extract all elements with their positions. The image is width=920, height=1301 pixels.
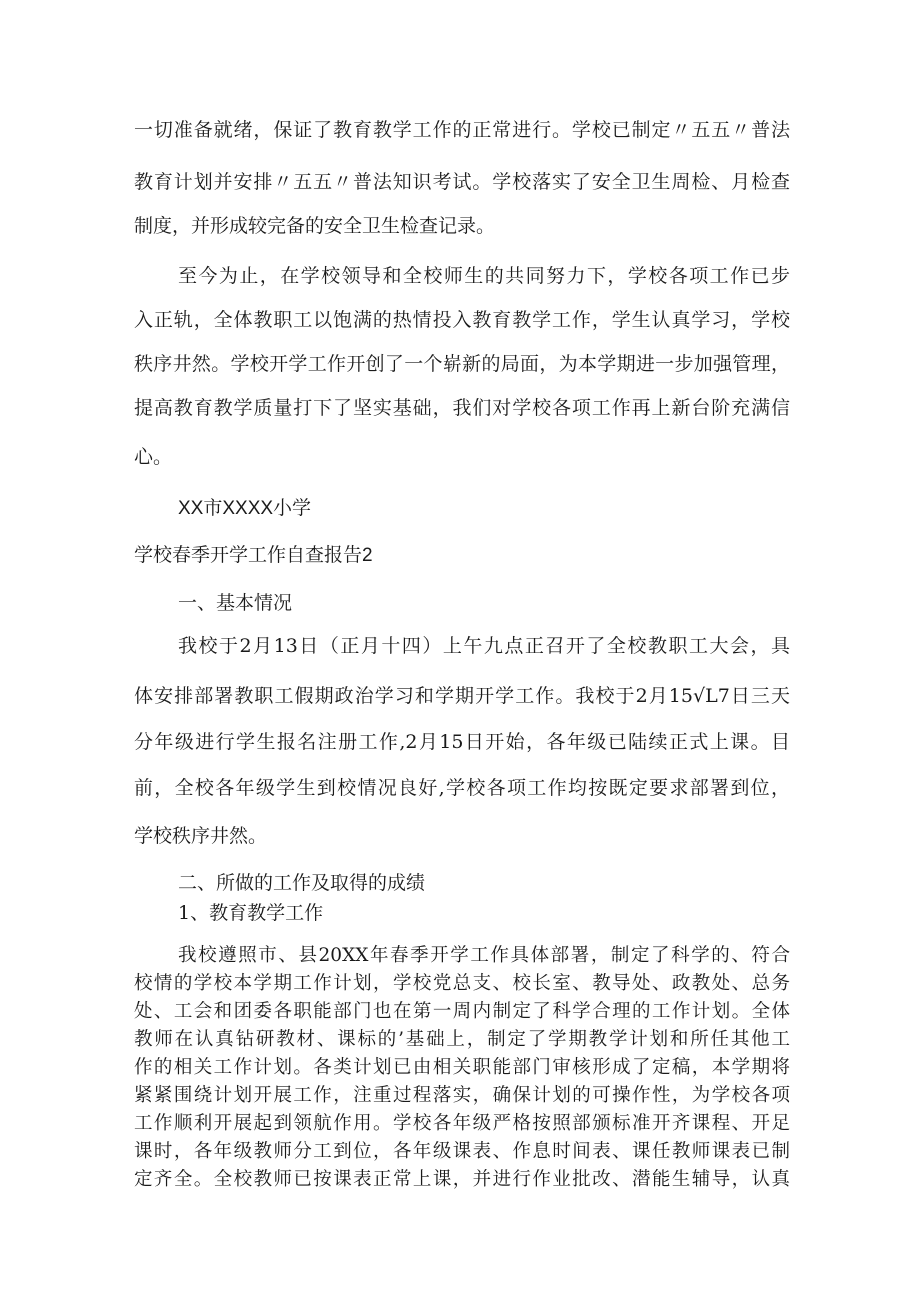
paragraph-line: 秩序井然。学校开学工作开创了一个崭新的局面，为本学期进一步加强管理， <box>134 353 790 375</box>
paragraph-line: 心。 <box>134 446 173 468</box>
paragraph-line: 处、工会和团委各职能部门也在第一周内制定了科学合理的工作计划。全体 <box>134 1001 790 1022</box>
paragraph-line: 教师在认真钻研教材、课标的’基础上，制定了学期教学计划和所任其他工 <box>134 1029 790 1050</box>
paragraph-line: 课时，各年级教师分工到位，各年级课表、作息时间表、课任教师课表已制 <box>134 1141 790 1162</box>
section-heading: 一、基本情况 <box>178 592 293 614</box>
paragraph-line: 工作顺利开展起到领航作用。学校各年级严格按照部颁标准开齐课程、开足 <box>134 1113 790 1134</box>
subsection-heading: 1、教育教学工作 <box>178 902 324 924</box>
paragraph-line: 一切准备就绪，保证了教育教学工作的正常进行。学校已制定〃五五〃普法 <box>134 119 790 141</box>
paragraph-line: 入正轨，全体教职工以饱满的热情投入教育教学工作，学生认真学习，学校 <box>134 309 790 331</box>
section-heading: 二、所做的工作及取得的成绩 <box>178 872 426 894</box>
paragraph-line: 分年级进行学生报名注册工作,2月15日开始，各年级已陆续正式上课。目 <box>134 731 790 753</box>
school-signature: XX市XXXX小学 <box>178 498 312 519</box>
paragraph-line: 定齐全。全校教师已按课表正常上课，并进行作业批改、潜能生辅导，认真 <box>134 1169 790 1190</box>
paragraph-line: 提高教育教学质量打下了坚实基础，我们对学校各项工作再上新台阶充满信 <box>134 397 790 419</box>
report-title: 学校春季开学工作自查报告2 <box>134 545 373 566</box>
paragraph-line: 体安排部署教职工假期政治学习和学期开学工作。我校于2月15√L7日三天 <box>134 685 790 707</box>
paragraph-line: 我校遵照市、县20XX年春季开学工作具体部署，制定了科学的、符合 <box>178 945 790 966</box>
paragraph-line: 校情的学校本学期工作计划，学校党总支、校长室、教导处、政教处、总务 <box>134 973 790 994</box>
paragraph-line: 学校秩序井然。 <box>134 825 268 847</box>
paragraph-line: 紧紧围绕计划开展工作，注重过程落实，确保计划的可操作性，为学校各项 <box>134 1085 790 1106</box>
paragraph-line: 前，全校各年级学生到校情况良好,学校各项工作均按既定要求部署到位， <box>134 777 790 799</box>
paragraph-line: 至今为止，在学校领导和全校师生的共同努力下，学校各项工作已步 <box>178 265 790 287</box>
paragraph-line: 教育计划并安排〃五五〃普法知识考试。学校落实了安全卫生周检、月检查 <box>134 171 790 193</box>
paragraph-line: 我校于2月13日（正月十四）上午九点正召开了全校教职工大会，具 <box>178 635 790 657</box>
paragraph-line: 制度，并形成较完备的安全卫生检查记录。 <box>134 215 496 237</box>
paragraph-line: 作的相关工作计划。各类计划已由相关职能部门审核形成了定稿，本学期将 <box>134 1057 790 1078</box>
